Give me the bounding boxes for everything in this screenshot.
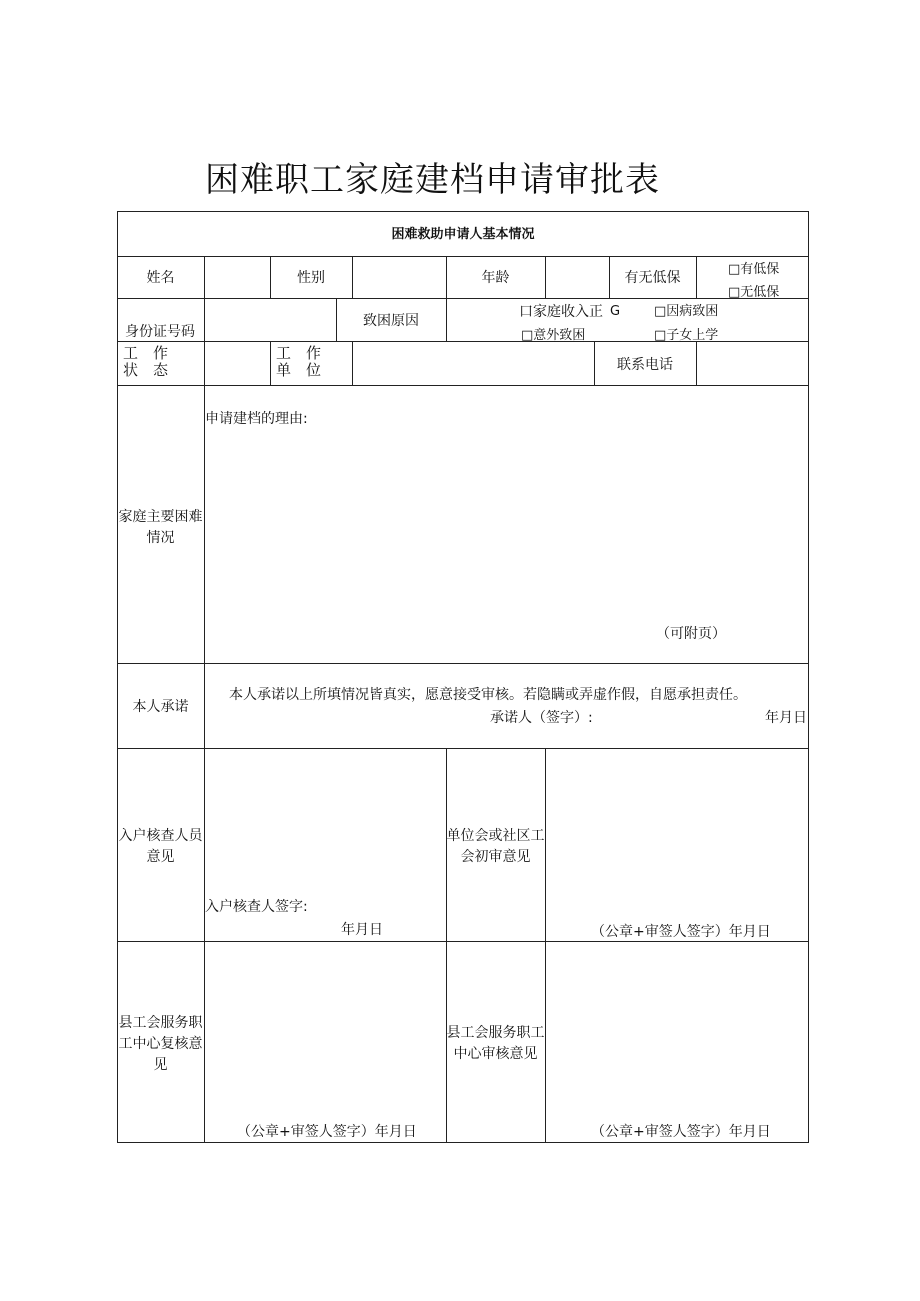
county-review-sign: （公章+审签人签字）年月日 — [237, 1124, 417, 1140]
age-label: 年龄 — [481, 270, 510, 286]
attach-note: （可附页） — [656, 626, 726, 642]
inspector-date: 年月日 — [341, 922, 383, 938]
dibao-label: 有无低保 — [624, 270, 681, 286]
id-label: 身份证号码 — [125, 324, 195, 340]
gender-label: 性别 — [297, 270, 325, 286]
cause-option-accident[interactable]: □意外致困 — [521, 328, 586, 341]
hardship-label-2: 情况 — [146, 530, 175, 546]
cause-stray-mark: G — [610, 304, 621, 319]
county-audit-sign: （公章+审签人签字）年月日 — [591, 1124, 771, 1140]
cause-option-illness[interactable]: □因病致困 — [654, 304, 719, 319]
form-table — [117, 211, 809, 1143]
county-review-label-1: 县工会服务职 — [118, 1015, 203, 1031]
work-status-label-2: 状 态 — [123, 361, 169, 379]
county-review-label-3: 见 — [153, 1057, 168, 1073]
reason-label: 申请建档的理由: — [205, 411, 308, 427]
inspector-sign: 入户核查人签字: — [205, 899, 308, 915]
promise-label: 本人承诺 — [132, 699, 189, 715]
county-review-label-2: 工中心复核意 — [118, 1036, 203, 1052]
union-label-1: 单位会或社区工 — [446, 828, 545, 844]
county-audit-label-1: 县工会服务职工 — [446, 1025, 545, 1041]
name-label: 姓名 — [146, 270, 175, 286]
promise-signer: 承诺人（签字）: — [490, 710, 593, 726]
form-title: 困难职工家庭建档申请审批表 — [205, 160, 660, 200]
work-unit-label-2: 单 位 — [276, 361, 322, 379]
work-unit-label-1: 工 作 — [276, 344, 322, 362]
union-sign: （公章+审签人签字）年月日 — [591, 924, 771, 940]
dibao-option-no[interactable]: □无低保 — [728, 285, 780, 298]
cause-option-income[interactable]: 口家庭收入正 — [519, 304, 603, 320]
inspector-label-2: 意见 — [146, 849, 175, 865]
section-header: 困难救助申请人基本情况 — [391, 227, 535, 242]
phone-label: 联系电话 — [617, 357, 673, 373]
union-label-2: 会初审意见 — [460, 849, 531, 865]
hardship-label-1: 家庭主要困难 — [118, 509, 203, 525]
county-audit-label-2: 中心审核意见 — [453, 1046, 538, 1062]
promise-statement: 本人承诺以上所填情况皆真实，愿意接受审核。若隐瞒或弄虚作假，自愿承担责任。 — [229, 687, 747, 703]
cause-label: 致困原因 — [363, 313, 419, 329]
inspector-label-1: 入户核查人员 — [118, 828, 203, 844]
dibao-option-yes[interactable]: □有低保 — [728, 262, 780, 277]
work-status-label-1: 工 作 — [123, 344, 169, 362]
promise-date: 年月日 — [765, 710, 807, 726]
cause-option-education[interactable]: □子女上学 — [654, 328, 719, 341]
